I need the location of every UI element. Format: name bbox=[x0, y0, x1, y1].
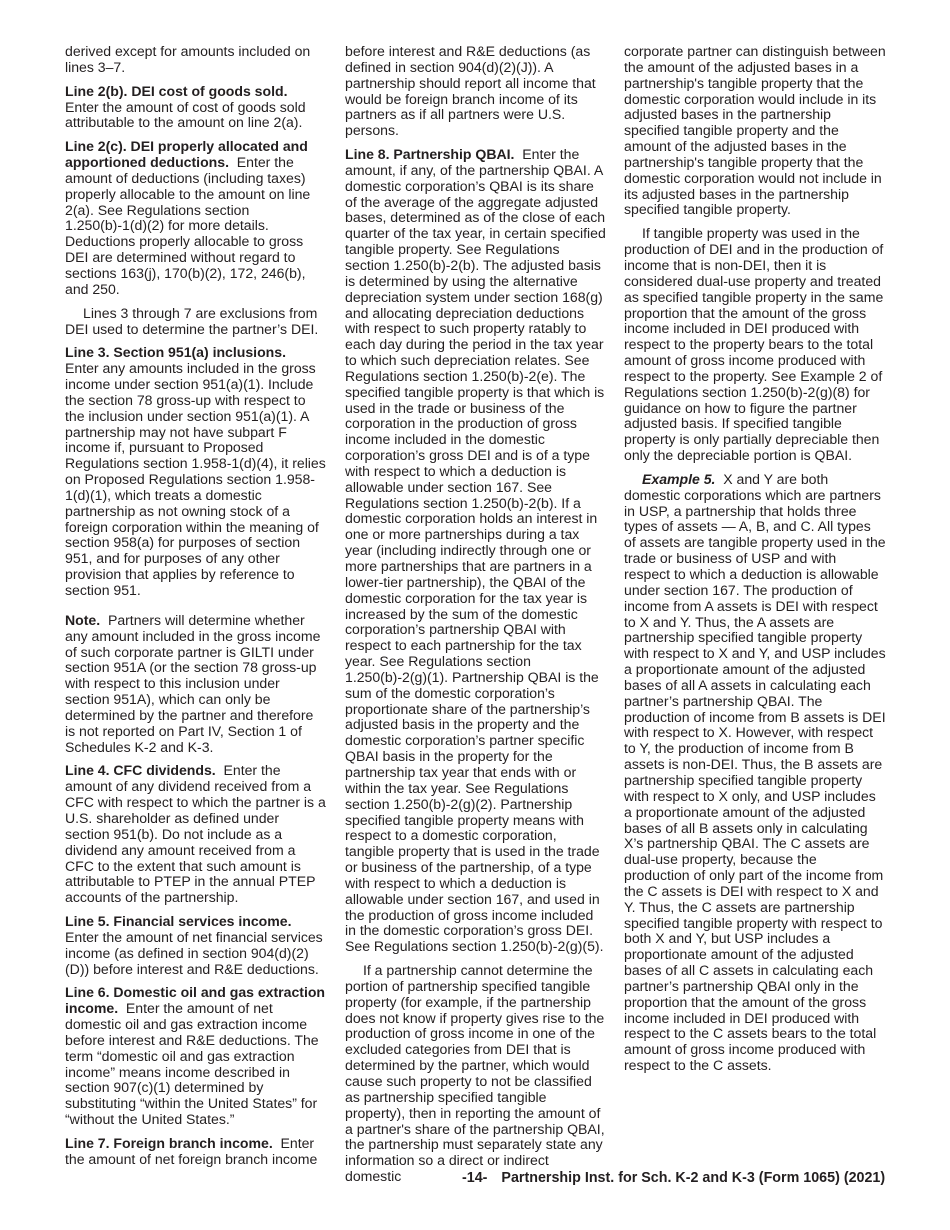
line-2c-section bbox=[65, 139, 327, 297]
line-6-heading: Line 6. Domestic oil and gas extraction income. bbox=[65, 984, 326, 1017]
line-6-section bbox=[65, 985, 327, 1128]
note-body: Partners will determine whether any amount included in the gross income of such corporate partner is GILTI under section 951A (or the section 78 gross-up with respect to this inclusion under section 951A), which can only be determined by the partner and therefore is not reported on Part IV, Section 1 of Schedules K-2 and K-3. bbox=[65, 611, 321, 755]
example-5-body: X and Y are both domestic corporations which are partners in USP, a partnership that holds three types of assets — A, B, and C. All types of assets are tangible property used in the trade or business of USP and with respect to which a deduction is allowable under section 167. The production of income from A assets is DEI with respect to X and Y. Thus, the A assets are partnership specified tangible property with respect to X and Y, and USP includes a proportionate amount of the adjusted bases of all A assets in calculating each partner’s partnership QBAI. The production of income from B assets is DEI with respect to X. However, with respect to Y, the production of income from B assets is non-DEI. Thus, the B assets are partnership specified tangible property with respect to X only, and USP includes a proportionate amount of the adjusted bases of all B assets only in calculating X’s partnership QBAI. The C assets are dual-use property, because the production of only part of the income from the C assets is DEI with respect to X and Y. Thus, the C assets are partnership specified tangible property with respect to both X and Y, but USP includes a proportionate amount of the adjusted bases of all C assets in calculating each partner’s partnership QBAI only in the proportion that the amount of the gross income included in DEI produced with respect to the C assets bears to the total amount of gross income produced with respect to the C assets. bbox=[624, 470, 886, 1074]
line-6-body: Enter the amount of net domestic oil and gas extraction income before interest and R&E deductions. The term “domestic oil and gas extraction income” means income described in section 907(c)(1) determined by substituting “within the United States” for “without the United States.” bbox=[65, 1000, 319, 1128]
line-7-heading: Line 7. Foreign branch income. bbox=[65, 1135, 273, 1151]
column-right bbox=[624, 44, 886, 1074]
note-section bbox=[65, 613, 327, 756]
line-3-body: Enter any amounts included in the gross income under section 951(a)(1). Include the section 78 gross-up with respect to the inclusion under section 951(a)(1). A partnership may not have subpart F income if, pursuant to Proposed Regulations section 1.958-1(d)(4), it relies on Proposed Regulations section 1.958-1(d)(1), which treats a domestic partnership as not owning stock of a foreign corporation within the meaning of section 958(a) for purposes of section 951, and for purposes of any other provision that applies by reference to section 951. bbox=[65, 360, 326, 598]
paragraph: corporate partner can distinguish between the amount of the adjusted bases in a partnership's tangible property that the domestic corporation would include in its adjusted bases in the partnership specified tangible property and the amount of the adjusted bases in the partnership's tangible property that the domestic corporation would not include in its adjusted bases in the partnership specified tangible property. bbox=[624, 43, 886, 218]
line-8-body: Enter the amount, if any, of the partnership QBAI. A domestic corporation’s QBAI is its share of the average of the aggregate adjusted bases, determined as of the close of each quarter of the tax year, in certain specified tangible property. See Regulations section 1.250(b)-2(b). The adjusted basis is determined by using the alternative depreciation system under section 168(g) and allocating depreciation deductions with respect to such property ratably to each day during the period in the tax year to which such depreciation relates. See Regulations section 1.250(b)-2(e). The specified tangible property is that which is used in the trade or business of the corporation in the production of gross income included in the domestic corporation’s gross DEI and is of a type with respect to which a deduction is allowable under section 167. See Regulations section 1.250(b)-2(b). If a domestic corporation holds an interest in one or more partnerships during a tax year (including indirectly through one or more partnerships that are partners in a lower-tier partnership), the QBAI of the domestic corporation for the tax year is increased by the sum of the domestic corporation’s partnership QBAI with respect to each partnership for the tax year. See Regulations section 1.250(b)-2(g)(1). Partnership QBAI is the sum of the domestic corporation’s proportionate share of the partnership’s adjusted basis in the property and the domestic corporation’s partner specific QBAI basis in the property for the partnership tax year that ends with or within the tax year. See Regulations section 1.250(b)-2(g)(2). Partnership specified tangible property means with respect to a domestic corporation, tangible property that is used in the trade or business of the partnership, of a type with respect to which a deduction is allowable under section 167, and used in the production of gross income included in the domestic corporation’s gross DEI. See Regulations section 1.250(b)-2(g)(5). bbox=[345, 146, 606, 955]
example-5-section bbox=[624, 472, 886, 1074]
line-3-heading: Line 3. Section 951(a) inclusions. bbox=[65, 344, 286, 361]
page-footer bbox=[462, 1170, 902, 1186]
column-left bbox=[65, 44, 327, 1168]
line-2b-section bbox=[65, 84, 327, 132]
paragraph: If a partnership cannot determine the portion of partnership specified tangible property (for example, if the partnership does not know if property gives rise to the production of gross income in one of the excluded categories from DEI that is determined by the partner, which would cause such property to not be classified as partnership specified tangible property), then in reporting the amount of a partner's share of the partnership QBAI, the partnership must separately state any information so a direct or indirect domestic bbox=[345, 962, 605, 1185]
line-4-heading: Line 4. CFC dividends. bbox=[65, 762, 216, 779]
line-2b-body: Enter the amount of cost of goods sold attributable to the amount on line 2(a). bbox=[65, 98, 306, 131]
paragraph: before interest and R&E deductions (as defined in section 904(d)(2)(J)). A partnership should report all income that would be foreign branch income of its partners as if all partners were U.S. persons. bbox=[345, 43, 596, 139]
line-7-section bbox=[65, 1136, 327, 1168]
note-heading: Note. bbox=[65, 611, 101, 628]
paragraph: If tangible property was used in the production of DEI and in the production of income that is non-DEI, then it is considered dual-use property and treated as specified tangible property in the same proportion that the amount of the gross income included in DEI produced with respect to the property bears to the total amount of gross income produced with respect to the property. See Example 2 of Regulations section 1.250(b)-2(g)(8) for guidance on how to figure the partner adjusted basis. If specified tangible property is only partially depreciable then only the depreciable portion is QBAI. bbox=[624, 225, 884, 464]
line-4-section bbox=[65, 763, 327, 906]
line-7-body: Enter the amount of net foreign branch income bbox=[65, 1135, 318, 1167]
footer-title: Partnership Inst. for Sch. K-2 and K-3 (Form 1065) (2021) bbox=[501, 1170, 886, 1186]
column-middle bbox=[345, 44, 607, 1185]
line-2b-heading: Line 2(b). DEI cost of goods sold. bbox=[65, 82, 288, 99]
paragraph: derived except for amounts included on lines 3–7. bbox=[65, 43, 311, 75]
lines-3-7-intro: Lines 3 through 7 are exclusions from DEI used to determine the partner’s DEI. bbox=[65, 304, 319, 337]
line-4-body: Enter the amount of any dividend received from a CFC with respect to which the partner is a U.S. shareholder as defined under section 951(b). Do not include as a dividend any amount received from a CFC to the extent that such amount is attributable to PTEP in the annual PTEP accounts of the partnership. bbox=[65, 762, 326, 906]
line-5-body: Enter the amount of net financial services income (as defined in section 904(d)(2)(D)) before interest and R&E deductions. bbox=[65, 928, 323, 977]
line-2c-body: Enter the amount of deductions (including taxes) properly allocable to the amount on line 2(a). See Regulations section 1.250(b)-1(d)(2) for more details. Deductions properly allocable to gross DEI are determined without regard to sections 163(j), 170(b)(2), 172, 246(b), and 250. bbox=[65, 154, 311, 297]
line-5-section bbox=[65, 914, 327, 977]
example-5-heading: Example 5. bbox=[642, 470, 716, 487]
line-8-heading: Line 8. Partnership QBAI. bbox=[345, 146, 515, 163]
line-5-heading: Line 5. Financial services income. bbox=[65, 913, 292, 930]
line-2c-heading: Line 2(c). DEI properly allocated and apportioned deductions. bbox=[65, 138, 308, 171]
line-8-section bbox=[345, 147, 607, 955]
page-number: -14- bbox=[462, 1170, 488, 1186]
line-3-section bbox=[65, 345, 327, 599]
